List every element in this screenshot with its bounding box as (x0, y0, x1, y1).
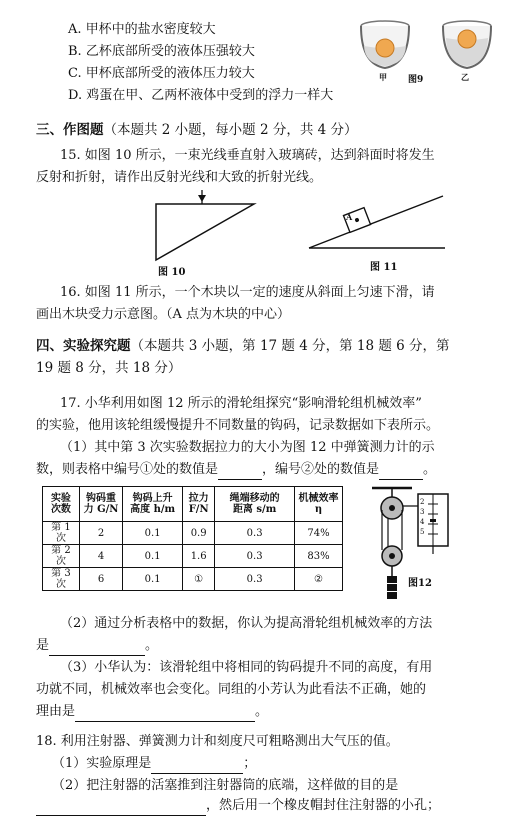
cup-yi (443, 21, 491, 68)
blank-1[interactable] (218, 465, 262, 480)
q18-p1 (52, 754, 256, 774)
blank-5[interactable] (151, 759, 243, 774)
table-cell: 1.6 (183, 545, 215, 568)
fig9-left-label: 甲 (379, 72, 387, 82)
table-cell: 0.3 (215, 522, 295, 545)
q17-p1-text-a: 数，则表格中编号①处的数值是 (36, 462, 219, 477)
figure-11 (305, 192, 455, 256)
table-header-row (43, 487, 343, 522)
q16-line2: 画出木块受力示意图。（A 点为木块的中心） (36, 307, 291, 322)
q17-p1-line2 (36, 460, 436, 480)
blank-6[interactable] (36, 801, 206, 816)
table-cell: ② (294, 568, 342, 591)
fig11-label: 图 11 (370, 262, 398, 273)
q17-p3-line3 (36, 702, 268, 722)
q15-line2: 反射和折射，请作出反射光线和大致的折射光线。 (36, 170, 323, 185)
table-cell: 4 (79, 545, 122, 568)
fig11-point-label: A (346, 212, 353, 222)
blank-2[interactable] (379, 465, 423, 480)
scale-pointer (430, 519, 436, 522)
table-cell: 0.1 (123, 522, 183, 545)
table-header-cell: 拉力 F/N (183, 487, 215, 522)
hook-weights (387, 576, 397, 583)
q17-p2-line2 (36, 636, 158, 656)
table-header-cell: 钩码重 力 G/N (79, 487, 122, 522)
table-cell: 0.9 (183, 522, 215, 545)
q18-p2-text: ，然后用一个橡皮帽封住注射器的小孔； (206, 798, 441, 813)
scale-mark-2: 2 (420, 498, 425, 506)
table-row (43, 545, 343, 568)
q17-line2: 的实验，他用该轮组缓慢提升不同数量的钩码，记录数据如下表所示。 (36, 418, 440, 433)
table-cell: ① (183, 568, 215, 591)
q18-p1-text-b: ； (243, 756, 257, 771)
section-4-heading (36, 336, 450, 356)
scale-mark-5: 5 (420, 528, 425, 536)
fig12-label: 图12 (408, 578, 432, 589)
option-a: A. 甲杯中的盐水密度较大 (68, 22, 216, 37)
q18-p2-line2 (36, 796, 440, 816)
option-d: D. 鸡蛋在甲、乙两杯液体中受到的浮力一样大 (68, 88, 334, 103)
table-cell: 6 (79, 568, 122, 591)
fig10-label: 图 10 (158, 267, 186, 278)
q18-line1: 18. 利用注射器、弹簧测力计和刻度尺可粗略测出大气压的值。 (36, 734, 399, 749)
table-cell: 0.3 (215, 568, 295, 591)
q15-line1: 15. 如图 10 所示，一束光线垂直射入玻璃砖，达到斜面时将发生 (60, 148, 435, 163)
scale-mark-4: 4 (420, 518, 425, 526)
table-row (43, 522, 343, 545)
table-header-cell: 钩码上升 高度 h/m (123, 487, 183, 522)
q17-p2-text-a: 是 (36, 638, 50, 653)
table-row (43, 568, 343, 591)
q18-p1-text-a: （1）实验原理是 (52, 756, 152, 771)
q16-line1: 16. 如图 11 所示，一个木块以一定的速度从斜面上匀速下滑，请 (60, 285, 435, 300)
glass-prism (156, 204, 254, 260)
option-c: C. 甲杯底部所受的液体压力较大 (68, 66, 255, 81)
section-4-note-2: 19 题 8 分，共 18 分） (36, 360, 182, 376)
section-3-heading (36, 120, 358, 140)
table-cell: 0.3 (215, 545, 295, 568)
table-header-cell: 绳端移动的 距离 s/m (215, 487, 295, 522)
q17-p1-text-b: ，编号②处的数值是 (262, 462, 380, 477)
q17-p3-line2: 功就不同，机械效率也会变化。同组的小芳认为此看法不正确，她的 (36, 682, 427, 697)
q17-p3-line1: （3）小华认为：该滑轮组中将相同的钩码提升不同的高度，有用 (60, 660, 433, 675)
fig9-right-label: 乙 (461, 72, 469, 82)
table-cell: 第 2 次 (43, 545, 80, 568)
q17-p1-line1: （1）其中第 3 次实验数据拉力的大小为图 12 中弹簧测力计的示 (60, 440, 435, 455)
q17-p3-text-b: 。 (255, 704, 269, 719)
section-4-title: 四、实验探究题 (36, 338, 131, 354)
egg-yi (458, 30, 476, 48)
q17-p2-line1: （2）通过分析表格中的数据，你认为提高滑轮组机械效率的方法 (60, 616, 433, 631)
figure-10 (150, 188, 270, 268)
experiment-table (42, 486, 343, 591)
blank-3[interactable] (49, 641, 145, 656)
ray-arrow (198, 195, 206, 202)
q18-p2-line1: （2）把注射器的活塞推到注射器筒的底端，这样做的目的是 (52, 778, 399, 793)
table-cell: 0.1 (123, 568, 183, 591)
incline (309, 196, 443, 248)
q17-p1-text-c: 。 (423, 462, 437, 477)
table-header-cell: 机械效率 η (294, 487, 342, 522)
table-cell: 0.1 (123, 545, 183, 568)
table-cell: 第 3 次 (43, 568, 80, 591)
cup-jia (361, 21, 409, 68)
q17-line1: 17. 小华利用如图 12 所示的滑轮组探究“影响滑轮组机械效率” (60, 396, 422, 411)
table-cell: 83% (294, 545, 342, 568)
option-b: B. 乙杯底部所受的液体压强较大 (68, 44, 255, 59)
table-cell: 第 1 次 (43, 522, 80, 545)
table-header-cell: 实验 次数 (43, 487, 80, 522)
table-cell: 2 (79, 522, 122, 545)
fig9-label: 图9 (408, 75, 424, 85)
section-3-title: 三、作图题 (36, 122, 104, 138)
figure-9 (355, 12, 505, 92)
q17-p2-text-b: 。 (145, 638, 159, 653)
egg-jia (376, 39, 394, 57)
section-4-note-1: （本题共 3 小题，第 17 题 4 分，第 18 题 6 分，第 (130, 338, 450, 354)
q17-p3-text-a: 理由是 (36, 704, 76, 719)
table-cell: 74% (294, 522, 342, 545)
section-3-note: （本题共 2 小题，每小题 2 分，共 4 分） (103, 122, 358, 138)
blank-4[interactable] (75, 707, 255, 722)
scale-mark-3: 3 (420, 508, 425, 516)
